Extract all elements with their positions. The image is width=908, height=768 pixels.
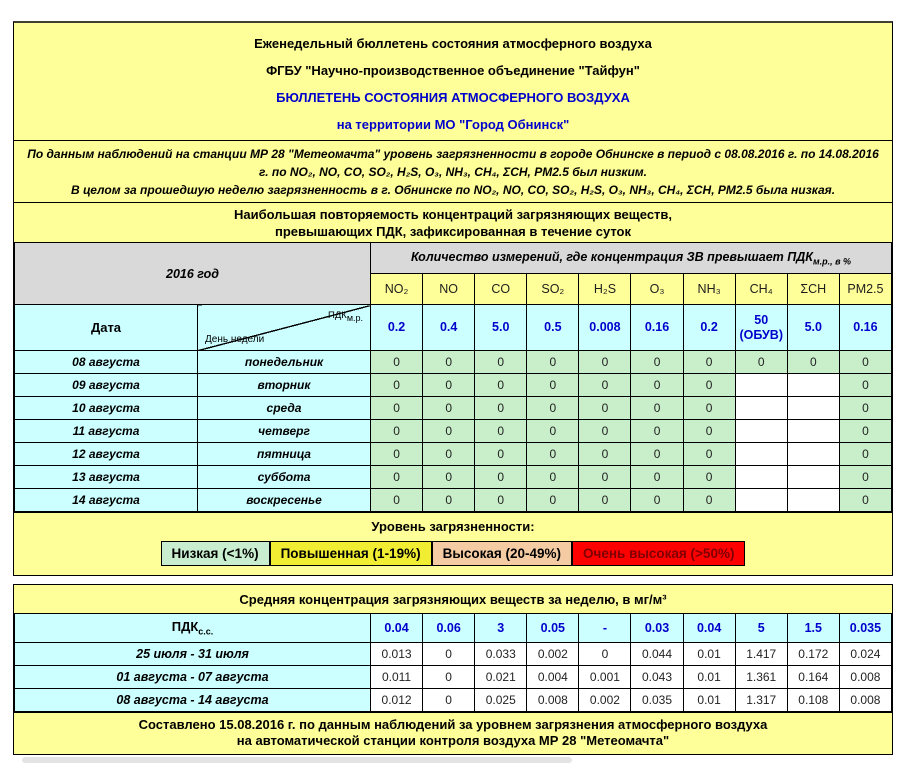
pdk-mr-value: 0.2 xyxy=(683,305,735,351)
pdk-ss-value: 0.03 xyxy=(631,614,683,643)
avg-value-cell: 0 xyxy=(579,643,631,666)
avg-value-cell: 0.002 xyxy=(527,643,579,666)
weekday-cell: вторник xyxy=(198,374,371,397)
date-cell: 08 августа xyxy=(15,351,198,374)
pdk-mr-value: 0.008 xyxy=(579,305,631,351)
pdk-mr-value: 5.0 xyxy=(475,305,527,351)
measurement-cell: 0 xyxy=(371,443,423,466)
pollutant-header-sch: ΣCH xyxy=(787,274,839,305)
measurement-cell-empty xyxy=(787,397,839,420)
measurement-cell: 0 xyxy=(735,351,787,374)
measurement-cell: 0 xyxy=(475,489,527,512)
pollutant-header-no: NO xyxy=(423,274,475,305)
legend-chip-very-high: Очень высокая (>50%) xyxy=(572,541,745,566)
footer-line1: Составлено 15.08.2016 г. по данным наблюдений за уровнем загрязнения атмосферного воздуха xyxy=(138,717,768,732)
measurement-cell: 0 xyxy=(423,397,475,420)
avg-value-cell: 0.033 xyxy=(475,643,527,666)
day-row-saturday xyxy=(15,466,892,489)
measurement-cell: 0 xyxy=(683,351,735,374)
day-row-wednesday xyxy=(15,397,892,420)
measurement-cell: 0 xyxy=(579,351,631,374)
average-section-title: Средняя концентрация загрязняющих веществ за неделю, в мг/м³ xyxy=(239,591,667,607)
bulletin-main-title: БЮЛЛЕТЕНЬ СОСТОЯНИЯ АТМОСФЕРНОГО ВОЗДУХА xyxy=(276,90,630,105)
measurement-cell: 0 xyxy=(683,466,735,489)
measurement-cell-empty xyxy=(787,374,839,397)
exceedance-title-line2: превышающих ПДК, зафиксированная в течение суток xyxy=(275,224,631,239)
period-cell: 08 августа - 14 августа xyxy=(15,689,371,712)
main-block xyxy=(13,21,893,576)
pdk-mr-value: 5.0 xyxy=(787,305,839,351)
avg-value-cell: 0.021 xyxy=(475,666,527,689)
weekday-cell: понедельник xyxy=(198,351,371,374)
pdk-mr-value: 0.16 xyxy=(839,305,891,351)
pdk-mr-value: 0.16 xyxy=(631,305,683,351)
measurement-cell: 0 xyxy=(579,443,631,466)
date-cell: 11 августа xyxy=(15,420,198,443)
measures-title-subscript: м.р., в % xyxy=(812,256,852,267)
avg-value-cell: 0.013 xyxy=(371,643,423,666)
exceedance-title-line1: Наибольшая повторяемость концентраций загрязняющих веществ, xyxy=(233,207,673,222)
avg-value-cell: 0.044 xyxy=(631,643,683,666)
avg-value-cell: 0.001 xyxy=(579,666,631,689)
day-row-tuesday xyxy=(15,374,892,397)
measurement-cell-empty xyxy=(735,374,787,397)
territory-subtitle: на территории МО "Город Обнинск" xyxy=(336,117,570,132)
measurement-cell: 0 xyxy=(683,397,735,420)
measurement-cell: 0 xyxy=(683,420,735,443)
weekday-cell: четверг xyxy=(198,420,371,443)
measurement-cell: 0 xyxy=(683,489,735,512)
weekday-cell: пятница xyxy=(198,443,371,466)
avg-value-cell: 0 xyxy=(423,689,475,712)
day-row-monday xyxy=(15,351,892,374)
pdk-ss-label-cell: $ПДК_{с.с.}$ xyxy=(15,614,371,643)
avg-value-cell: 0.035 xyxy=(631,689,683,712)
measurement-cell: 0 xyxy=(631,420,683,443)
avg-value-cell: 0.002 xyxy=(579,689,631,712)
avg-value-cell: 0.01 xyxy=(683,666,735,689)
pollutant-header-co: CO xyxy=(475,274,527,305)
measurement-cell: 0 xyxy=(683,443,735,466)
pdk-ss-value: 0.06 xyxy=(423,614,475,643)
week-row-2 xyxy=(15,666,892,689)
legend-chip-low: Низкая (<1%) xyxy=(161,541,270,566)
measurement-cell: 0 xyxy=(423,443,475,466)
pdk-mr-label: ПДКм.р. xyxy=(328,310,364,323)
summary-sentence-2: В целом за прошедшую неделю загрязненность в г. Обнинске по NO₂, NO, CO, SO₂, H₂S, O₃, NH₃, CH₄, ΣCH, PM2.5 была низкая. xyxy=(70,183,836,197)
pdk-ss-value: - xyxy=(579,614,631,643)
measurement-cell: 0 xyxy=(371,420,423,443)
measurement-cell: 0 xyxy=(527,351,579,374)
weekday-cell: воскресенье xyxy=(198,489,371,512)
day-row-friday xyxy=(15,443,892,466)
measurement-cell: 0 xyxy=(423,489,475,512)
pdk-ss-value: 0.04 xyxy=(683,614,735,643)
legend-title: Уровень загрязненности: xyxy=(371,519,535,534)
measurement-cell: 0 xyxy=(579,374,631,397)
measurement-cell: 0 xyxy=(475,420,527,443)
measurement-cell: 0 xyxy=(683,374,735,397)
measurement-cell: 0 xyxy=(579,489,631,512)
avg-value-cell: 0.008 xyxy=(839,666,891,689)
measurement-cell: 0 xyxy=(423,374,475,397)
measurement-cell: 0 xyxy=(423,466,475,489)
measurement-cell: 0 xyxy=(527,374,579,397)
date-cell: 13 августа xyxy=(15,466,198,489)
measurement-cell: 0 xyxy=(839,443,891,466)
summary-sentence-1: По данным наблюдений на станции МР 28 "Метеомачта" уровень загрязненности в городе Обнинске в период с 08.08.2016 г. по 14.08.2016 г. по NO₂, NO, CO, SO₂, H₂S, O₃, NH₃, CH₄, ΣCH, PM2.5 был низким. xyxy=(27,147,879,179)
weekday-cell: суббота xyxy=(198,466,371,489)
avg-value-cell: 1.317 xyxy=(735,689,787,712)
exceedance-header-row-1 xyxy=(15,243,892,274)
measurement-cell: 0 xyxy=(527,420,579,443)
measurement-cell: 0 xyxy=(475,466,527,489)
measurement-cell: 0 xyxy=(475,443,527,466)
measurement-cell: 0 xyxy=(423,351,475,374)
avg-value-cell: 0.012 xyxy=(371,689,423,712)
measurement-cell: 0 xyxy=(579,397,631,420)
measurement-cell: 0 xyxy=(371,397,423,420)
measurement-cell: 0 xyxy=(839,374,891,397)
avg-value-cell: 0.024 xyxy=(839,643,891,666)
date-cell: 09 августа xyxy=(15,374,198,397)
avg-value-cell: 0.025 xyxy=(475,689,527,712)
weekly-bulletin-title: Еженедельный бюллетень состояния атмосферного воздуха xyxy=(254,36,652,51)
date-cell: 12 августа xyxy=(15,443,198,466)
measurement-cell: 0 xyxy=(371,374,423,397)
avg-value-cell: 0.004 xyxy=(527,666,579,689)
pdk-mr-value: 0.4 xyxy=(423,305,475,351)
weekday-label: День недели xyxy=(205,334,265,345)
avg-value-cell: 0 xyxy=(423,666,475,689)
measurement-cell-empty xyxy=(787,489,839,512)
avg-value-cell: 0.008 xyxy=(839,689,891,712)
measurement-cell: 0 xyxy=(839,420,891,443)
measurement-cell: 0 xyxy=(839,466,891,489)
weekday-cell: среда xyxy=(198,397,371,420)
date-cell: 14 августа xyxy=(15,489,198,512)
measurement-cell: 0 xyxy=(527,466,579,489)
measurement-cell-empty xyxy=(787,466,839,489)
legend-chip-elevated: Повышенная (1-19%) xyxy=(270,541,432,566)
pdk-mr-value: 0.5 xyxy=(527,305,579,351)
avg-value-cell: 0.164 xyxy=(787,666,839,689)
measurement-cell: 0 xyxy=(423,420,475,443)
pdk-ss-value: 3 xyxy=(475,614,527,643)
avg-value-cell: 0 xyxy=(423,643,475,666)
pdk-ss-value: 0.035 xyxy=(839,614,891,643)
day-row-sunday xyxy=(15,489,892,512)
pollutant-header-no2: NO₂ xyxy=(371,274,423,305)
measures-title-text: Количество измерений, где концентрация ЗВ превышает ПДК xyxy=(410,249,813,264)
day-row-thursday xyxy=(15,420,892,443)
period-cell: 25 июля - 31 июля xyxy=(15,643,371,666)
average-concentration-block xyxy=(13,584,893,755)
pollutant-header-pm25: PM2.5 xyxy=(839,274,891,305)
measurement-cell: 0 xyxy=(787,351,839,374)
pdk-ss-value: 1.5 xyxy=(787,614,839,643)
measurement-cell-empty xyxy=(735,420,787,443)
measurement-cell: 0 xyxy=(475,374,527,397)
measurement-cell: 0 xyxy=(839,489,891,512)
pdk-ss-value: 0.05 xyxy=(527,614,579,643)
measurement-cell: 0 xyxy=(839,397,891,420)
exceedance-table xyxy=(14,242,892,512)
avg-value-cell: 0.01 xyxy=(683,689,735,712)
pdk-mr-value: 0.2 xyxy=(371,305,423,351)
measurement-cell: 0 xyxy=(475,351,527,374)
measurement-cell: 0 xyxy=(371,489,423,512)
measurement-cell-empty xyxy=(735,466,787,489)
pdk-weekday-diagonal-cell xyxy=(198,305,371,351)
summary-paragraph xyxy=(14,140,892,202)
year-cell: 2016 год xyxy=(15,243,371,305)
avg-value-cell: 0.011 xyxy=(371,666,423,689)
measures-title-cell xyxy=(371,243,892,274)
compilation-footer xyxy=(14,712,892,754)
period-cell: 01 августа - 07 августа xyxy=(15,666,371,689)
measurement-cell-empty xyxy=(735,443,787,466)
measurement-cell: 0 xyxy=(527,489,579,512)
bulletin-document xyxy=(13,21,893,755)
measurement-cell-empty xyxy=(787,443,839,466)
pollutant-header-ch4: CH₄ xyxy=(735,274,787,305)
measurement-cell: 0 xyxy=(371,466,423,489)
week-row-3 xyxy=(15,689,892,712)
avg-value-cell: 0.108 xyxy=(787,689,839,712)
pdk-mr-row xyxy=(15,305,892,351)
date-cell: 10 августа xyxy=(15,397,198,420)
pdk-mr-value: 50 (ОБУВ) xyxy=(735,305,787,351)
page-bottom-smudge xyxy=(22,757,572,763)
avg-value-cell: 1.417 xyxy=(735,643,787,666)
document-header xyxy=(14,23,892,140)
legend-chips xyxy=(14,541,892,566)
measurement-cell-empty xyxy=(735,489,787,512)
organization-name: ФГБУ "Научно-производственное объединение "Тайфун" xyxy=(266,63,640,78)
measurement-cell: 0 xyxy=(631,397,683,420)
avg-value-cell: 0.01 xyxy=(683,643,735,666)
measurement-cell: 0 xyxy=(631,351,683,374)
measurement-cell: 0 xyxy=(579,420,631,443)
week-row-1 xyxy=(15,643,892,666)
avg-value-cell: 1.361 xyxy=(735,666,787,689)
pdk-ss-value: 0.04 xyxy=(371,614,423,643)
footer-line2: на автоматической станции контроля воздуха МР 28 "Метеомачта" xyxy=(236,733,670,748)
exceedance-section-title xyxy=(14,202,892,242)
pollutant-header-so2: SO₂ xyxy=(527,274,579,305)
legend-chip-high: Высокая (20-49%) xyxy=(432,541,572,566)
measurement-cell: 0 xyxy=(631,443,683,466)
measurement-cell: 0 xyxy=(579,466,631,489)
pollutant-header-o3: O₃ xyxy=(631,274,683,305)
measurement-cell: 0 xyxy=(631,374,683,397)
pdk-ss-row xyxy=(15,614,892,643)
measurement-cell: 0 xyxy=(527,397,579,420)
measurement-cell: 0 xyxy=(631,489,683,512)
pollutant-header-h2s: H₂S xyxy=(579,274,631,305)
measurement-cell: 0 xyxy=(839,351,891,374)
measurement-cell: 0 xyxy=(475,397,527,420)
measurement-cell: 0 xyxy=(527,443,579,466)
average-table xyxy=(14,613,892,712)
measurement-cell-empty xyxy=(787,420,839,443)
measurement-cell: 0 xyxy=(631,466,683,489)
measurement-cell-empty xyxy=(735,397,787,420)
pollution-level-legend xyxy=(14,512,892,575)
avg-value-cell: 0.008 xyxy=(527,689,579,712)
avg-value-cell: 0.172 xyxy=(787,643,839,666)
pollutant-header-nh3: NH₃ xyxy=(683,274,735,305)
measurement-cell: 0 xyxy=(371,351,423,374)
avg-value-cell: 0.043 xyxy=(631,666,683,689)
date-header-cell: Дата xyxy=(15,305,198,351)
pdk-ss-value: 5 xyxy=(735,614,787,643)
